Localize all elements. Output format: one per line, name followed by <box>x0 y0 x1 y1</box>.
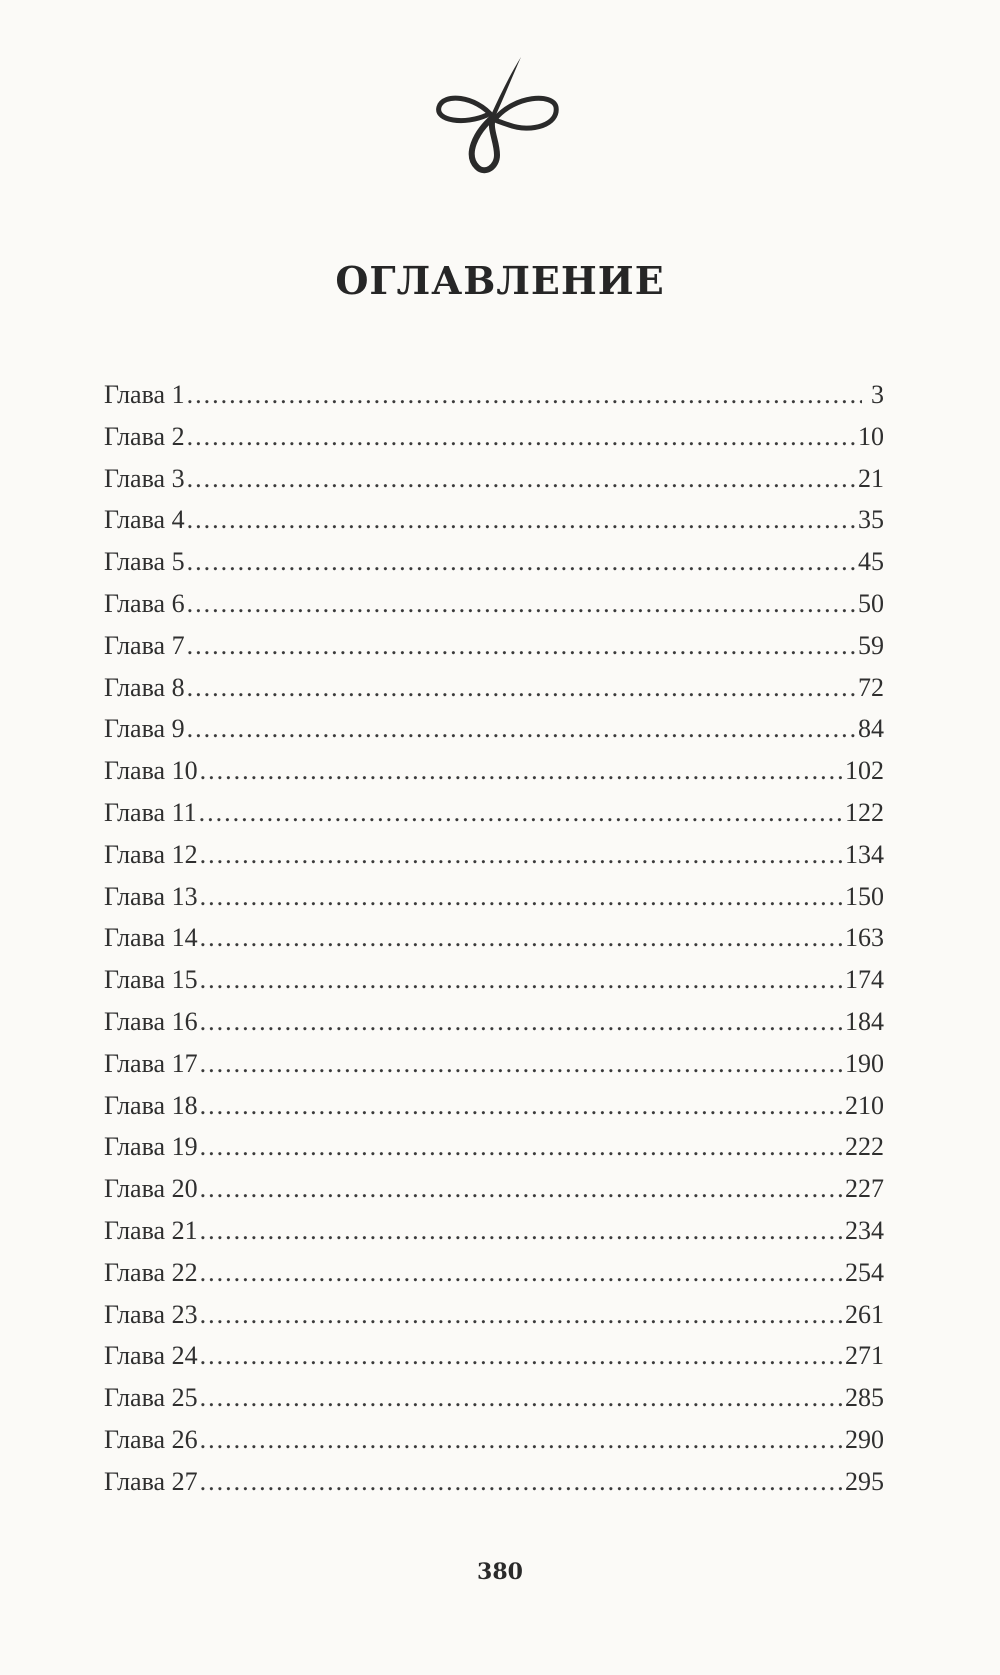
toc-entry <box>104 1258 884 1300</box>
toc-dot-leader <box>187 673 856 703</box>
toc-entry <box>104 673 884 715</box>
toc-dot-leader <box>200 1174 843 1204</box>
toc-dot-leader <box>187 422 856 452</box>
toc-entry-label: Глава 16 <box>104 1006 198 1036</box>
toc-dot-leader <box>200 756 843 786</box>
toc-entry <box>104 965 884 1007</box>
toc-entry <box>104 1132 884 1174</box>
toc-entry-label: Глава 3 <box>104 463 185 493</box>
toc-entry-page: 234 <box>845 1215 884 1245</box>
table-of-contents <box>104 380 884 1509</box>
toc-dot-leader <box>187 464 856 494</box>
toc-dot-leader <box>200 965 843 995</box>
toc-entry <box>104 714 884 756</box>
toc-dot-leader <box>200 1132 843 1162</box>
toc-entry-label: Глава 22 <box>104 1257 198 1287</box>
toc-entry-page: 163 <box>845 923 884 953</box>
toc-entry <box>104 1467 884 1509</box>
toc-dot-leader <box>200 1216 843 1246</box>
toc-entry-label: Глава 9 <box>104 714 185 744</box>
toc-entry-page: 102 <box>845 756 884 786</box>
toc-entry <box>104 547 884 589</box>
toc-dot-leader <box>200 840 843 870</box>
page-number: 380 <box>477 1559 523 1585</box>
toc-entry <box>104 1341 884 1383</box>
toc-dot-leader <box>200 923 843 953</box>
toc-entry-page: 210 <box>845 1090 884 1120</box>
toc-dot-leader <box>200 1467 843 1497</box>
toc-dot-leader <box>200 1300 843 1330</box>
toc-dot-leader <box>187 505 856 535</box>
toc-dot-leader <box>200 1007 843 1037</box>
toc-entry-page: 10 <box>858 421 884 451</box>
toc-entry-label: Глава 24 <box>104 1341 198 1371</box>
toc-entry-label: Глава 20 <box>104 1174 198 1204</box>
toc-entry <box>104 589 884 631</box>
toc-entry-label: Глава 5 <box>104 547 185 577</box>
calligraphic-flourish-icon <box>435 55 560 175</box>
toc-dot-leader <box>200 1091 843 1121</box>
toc-entry-label: Глава 13 <box>104 881 198 911</box>
toc-entry-page: 122 <box>845 797 884 827</box>
toc-entry-label: Глава 11 <box>104 797 197 827</box>
toc-entry-page: 222 <box>845 1132 884 1162</box>
toc-entry <box>104 1216 884 1258</box>
toc-entry-page: 190 <box>845 1048 884 1078</box>
toc-entry <box>104 1425 884 1467</box>
toc-entry-page: 290 <box>845 1424 884 1454</box>
toc-entry-label: Глава 17 <box>104 1048 198 1078</box>
toc-dot-leader <box>187 547 856 577</box>
toc-entry <box>104 1049 884 1091</box>
toc-dot-leader <box>187 380 862 410</box>
toc-entry <box>104 756 884 798</box>
toc-entry-page: 285 <box>845 1383 884 1413</box>
toc-entry-page: 261 <box>845 1299 884 1329</box>
toc-entry-page: 72 <box>858 672 884 702</box>
toc-entry <box>104 1174 884 1216</box>
toc-entry-label: Глава 19 <box>104 1132 198 1162</box>
toc-entry <box>104 380 884 422</box>
toc-entry-page: 50 <box>858 588 884 618</box>
toc-entry-label: Глава 12 <box>104 839 198 869</box>
toc-entry <box>104 505 884 547</box>
toc-dot-leader <box>200 882 843 912</box>
toc-dot-leader <box>200 1383 843 1413</box>
toc-entry-page: 21 <box>858 463 884 493</box>
toc-entry <box>104 1300 884 1342</box>
toc-dot-leader <box>187 589 856 619</box>
toc-entry <box>104 840 884 882</box>
toc-entry-page: 227 <box>845 1174 884 1204</box>
toc-entry-label: Глава 14 <box>104 923 198 953</box>
toc-entry-label: Глава 21 <box>104 1215 198 1245</box>
toc-dot-leader <box>200 1425 843 1455</box>
toc-entry-label: Глава 2 <box>104 421 185 451</box>
toc-dot-leader <box>200 1341 843 1371</box>
toc-entry-label: Глава 7 <box>104 630 185 660</box>
toc-entry-label: Глава 26 <box>104 1424 198 1454</box>
toc-entry-page: 59 <box>858 630 884 660</box>
toc-entry-label: Глава 27 <box>104 1466 198 1496</box>
toc-entry <box>104 464 884 506</box>
page-title: ОГЛАВЛЕНИЕ <box>335 258 665 303</box>
toc-entry-page: 35 <box>858 505 884 535</box>
toc-entry <box>104 1091 884 1133</box>
toc-entry-label: Глава 15 <box>104 965 198 995</box>
toc-dot-leader <box>187 631 856 661</box>
toc-entry-label: Глава 6 <box>104 588 185 618</box>
toc-entry-page: 134 <box>845 839 884 869</box>
toc-entry-label: Глава 8 <box>104 672 185 702</box>
toc-entry-label: Глава 10 <box>104 756 198 786</box>
toc-dot-leader <box>199 798 843 828</box>
toc-entry <box>104 631 884 673</box>
toc-entry <box>104 1007 884 1049</box>
toc-dot-leader <box>187 714 856 744</box>
toc-entry-label: Глава 18 <box>104 1090 198 1120</box>
toc-entry-page: 150 <box>845 881 884 911</box>
toc-entry-page: 184 <box>845 1006 884 1036</box>
toc-entry-page: 84 <box>858 714 884 744</box>
toc-entry <box>104 882 884 924</box>
toc-entry-page: 254 <box>845 1257 884 1287</box>
toc-entry-page: 3 <box>871 380 884 409</box>
toc-dot-leader <box>200 1049 843 1079</box>
toc-entry-label: Глава 1 <box>104 380 185 409</box>
toc-entry-page: 174 <box>845 965 884 995</box>
toc-entry-page: 45 <box>858 547 884 577</box>
toc-entry-label: Глава 4 <box>104 505 185 535</box>
toc-entry-page: 271 <box>845 1341 884 1371</box>
toc-entry-label: Глава 25 <box>104 1383 198 1413</box>
toc-entry <box>104 923 884 965</box>
toc-entry-page: 295 <box>845 1466 884 1496</box>
toc-entry <box>104 798 884 840</box>
toc-entry-label: Глава 23 <box>104 1299 198 1329</box>
toc-dot-leader <box>200 1258 843 1288</box>
toc-entry <box>104 1383 884 1425</box>
toc-entry <box>104 422 884 464</box>
